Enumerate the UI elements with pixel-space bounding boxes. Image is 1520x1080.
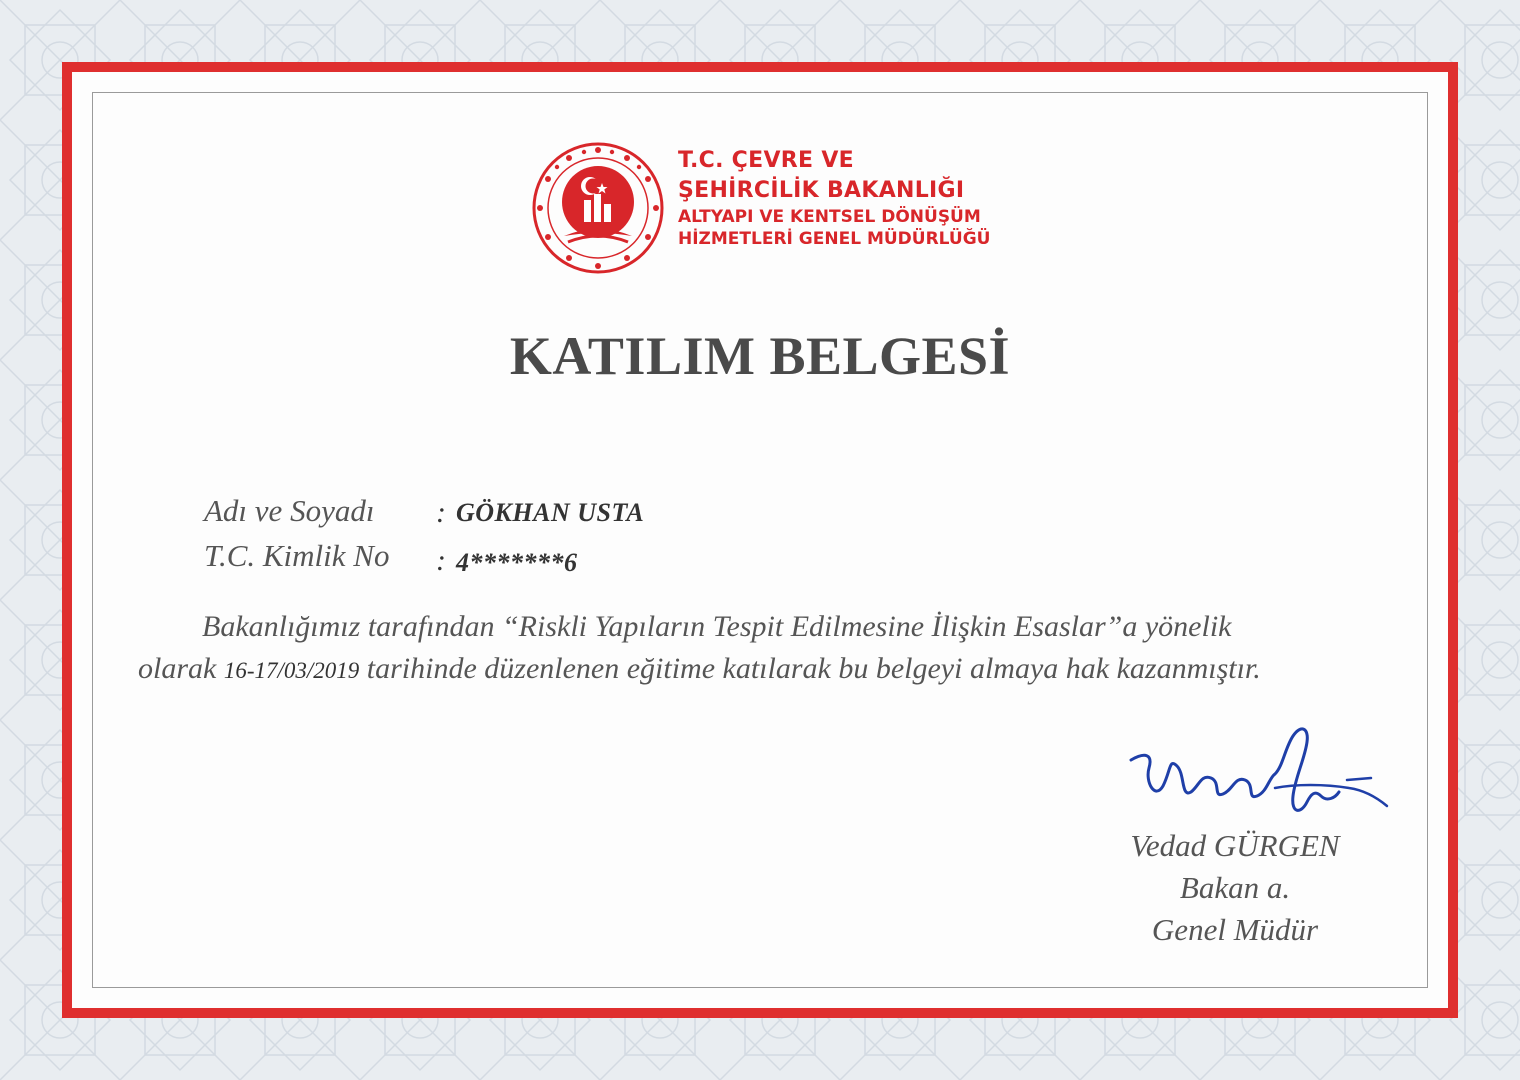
statement-suffix: tarihinde düzenlenen eğitime katılarak bu belgeyi almaya hak kazanmıştır. [366,652,1261,685]
statement-line-2 [138,652,1261,686]
organization-name [678,146,990,250]
signatory-name: Vedad GÜRGEN [1130,828,1340,863]
ministry-seal-icon [530,140,666,276]
statement-line-1: Bakanlığımız tarafından “Riskli Yapıların Tespit Edilmesine İlişkin Esaslar”a yönelik [202,610,1232,643]
signatory-role-1: Bakan a. [1179,870,1291,905]
name-colon: : [436,496,446,529]
id-number-value: 4*******6 [456,548,578,577]
signatory-role-2: Genel Müdür [1151,912,1319,947]
handwritten-signature-icon [1125,718,1395,833]
name-value: GÖKHAN USTA [456,498,645,527]
organization-line-1: T.C. ÇEVRE VE [678,148,854,173]
organization-line-2: ŞEHİRCİLİK BAKANLIĞI [678,178,965,203]
organization-line-3: ALTYAPI VE KENTSEL DÖNÜŞÜM [678,207,981,227]
id-number-label: T.C. Kimlik No [204,538,390,573]
id-number-colon: : [436,544,446,577]
training-date: 16-17/03/2019 [223,658,360,683]
name-label: Adı ve Soyadı [204,493,375,528]
organization-line-4: HİZMETLERİ GENEL MÜDÜRLÜĞÜ [678,229,991,249]
statement-prefix: olarak [138,652,217,685]
document-title: KATILIM BELGESİ [509,326,1011,386]
